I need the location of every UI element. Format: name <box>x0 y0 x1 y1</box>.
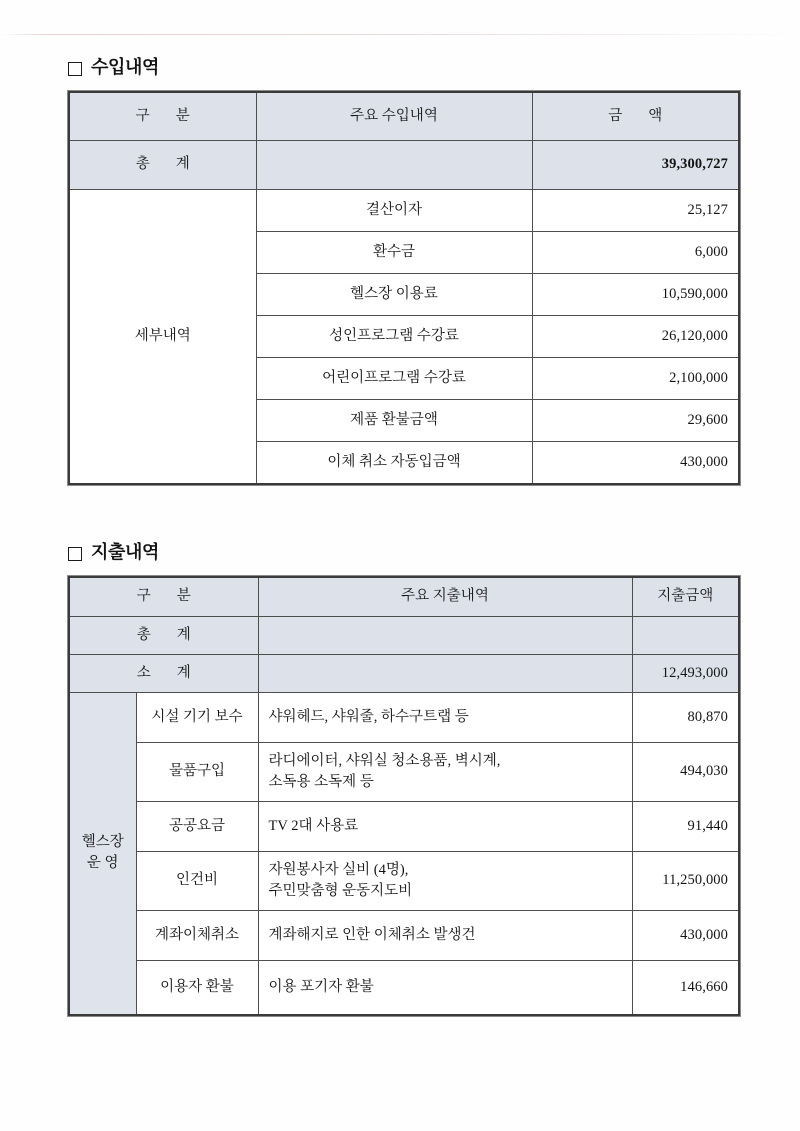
expense-total-label-b: 계 <box>176 626 191 643</box>
expense-group-label-line1: 헬스장 <box>81 834 124 851</box>
expense-row-detail-line1: 이용 포기자 환불 <box>268 978 374 995</box>
income-row-detail: 환수금 <box>256 231 532 273</box>
income-row-amount: 2,100,000 <box>532 357 739 399</box>
expense-group-label <box>69 692 136 1015</box>
expense-total-label <box>69 616 258 654</box>
expense-row-category: 시설 기기 보수 <box>136 692 258 742</box>
income-row-detail: 성인프로그램 수강료 <box>256 315 532 357</box>
income-row-amount: 6,000 <box>532 231 739 273</box>
expense-row-detail <box>258 692 632 742</box>
expense-col-detail-header: 주요 지출내역 <box>258 577 632 617</box>
income-col-division-header <box>69 92 256 141</box>
expense-subtotal-amount: 12,493,000 <box>632 654 739 692</box>
expense-row-detail-line1: 샤워헤드, 샤워줄, 하수구트랩 등 <box>268 708 469 725</box>
expense-detail-row <box>69 910 739 960</box>
income-row-amount: 25,127 <box>532 189 739 231</box>
expense-header-row <box>69 577 739 617</box>
income-group-label: 세부내역 <box>69 189 256 484</box>
expense-section-heading <box>68 543 738 563</box>
expense-subtotal-label <box>69 654 258 692</box>
income-header-row <box>69 92 739 141</box>
square-outline-bullet-icon <box>68 62 82 76</box>
income-division-header-a: 구 <box>135 107 150 124</box>
income-amount-header-b: 액 <box>648 107 663 124</box>
expense-row-amount: 11,250,000 <box>632 851 739 910</box>
expense-subtotal-detail <box>258 654 632 692</box>
income-table <box>68 91 740 485</box>
expense-row-category: 인건비 <box>136 851 258 910</box>
expense-row-amount: 80,870 <box>632 692 739 742</box>
expense-row-detail-line1: 계좌해지로 인한 이체취소 발생건 <box>268 926 476 943</box>
expense-row-detail-line1: 자원봉사자 실비 (4명), <box>268 861 409 878</box>
income-row-amount: 430,000 <box>532 441 739 484</box>
income-heading-text: 수입내역 <box>91 57 159 77</box>
expense-row-detail-line1: 라디에이터, 샤워실 청소용품, 벽시계, <box>268 752 501 769</box>
income-total-amount: 39,300,727 <box>532 140 739 189</box>
income-row-amount: 29,600 <box>532 399 739 441</box>
expense-row-detail <box>258 742 632 801</box>
income-division-header-b: 분 <box>175 107 190 124</box>
expense-row-category: 물품구입 <box>136 742 258 801</box>
expense-row-category: 이용자 환불 <box>136 960 258 1015</box>
expense-col-division-header <box>69 577 258 617</box>
income-row-amount: 26,120,000 <box>532 315 739 357</box>
income-section <box>68 58 738 485</box>
income-row-detail: 어린이프로그램 수강료 <box>256 357 532 399</box>
expense-row-detail-line2: 주민맞춤형 운동지도비 <box>268 882 413 899</box>
income-row-detail: 이체 취소 자동입금액 <box>256 441 532 484</box>
expense-detail-row <box>69 960 739 1015</box>
expense-heading-text: 지출내역 <box>91 542 159 562</box>
expense-row-detail <box>258 801 632 851</box>
income-total-row <box>69 140 739 189</box>
expense-row-detail <box>258 851 632 910</box>
expense-row-category: 공공요금 <box>136 801 258 851</box>
expense-row-amount: 430,000 <box>632 910 739 960</box>
expense-section <box>68 543 738 1016</box>
expense-row-detail-line2: 소독용 소독제 등 <box>268 773 374 790</box>
income-amount-header-a: 금 <box>608 107 623 124</box>
expense-row-amount: 146,660 <box>632 960 739 1015</box>
expense-row-detail-line1: TV 2대 사용료 <box>268 817 359 834</box>
expense-row-detail <box>258 960 632 1015</box>
expense-row-amount: 91,440 <box>632 801 739 851</box>
expense-subtotal-label-a: 소 <box>136 664 151 681</box>
income-section-heading <box>68 58 738 78</box>
expense-total-detail <box>258 616 632 654</box>
expense-group-label-line2-text: 운 영 <box>86 855 119 872</box>
income-total-label-b: 계 <box>175 156 190 173</box>
expense-detail-row <box>69 742 739 801</box>
expense-row-amount: 494,030 <box>632 742 739 801</box>
income-total-label <box>69 140 256 189</box>
expense-detail-row <box>69 851 739 910</box>
expense-division-header-b: 분 <box>176 588 191 605</box>
expense-division-header-a: 구 <box>136 588 151 605</box>
income-detail-row <box>69 189 739 231</box>
expense-total-label-a: 총 <box>136 626 151 643</box>
income-row-amount: 10,590,000 <box>532 273 739 315</box>
expense-subtotal-label-b: 계 <box>176 664 191 681</box>
expense-row-category: 계좌이체취소 <box>136 910 258 960</box>
square-outline-bullet-icon <box>68 547 82 561</box>
expense-table <box>68 576 740 1016</box>
expense-detail-row <box>69 801 739 851</box>
expense-detail-row <box>69 692 739 742</box>
income-col-amount-header <box>532 92 739 141</box>
income-row-detail: 제품 환불금액 <box>256 399 532 441</box>
expense-total-row <box>69 616 739 654</box>
expense-total-amount <box>632 616 739 654</box>
expense-col-amount-header: 지출금액 <box>632 577 739 617</box>
income-total-label-a: 총 <box>135 156 150 173</box>
income-total-detail <box>256 140 532 189</box>
expense-row-detail <box>258 910 632 960</box>
income-col-detail-header: 주요 수입내역 <box>256 92 532 141</box>
expense-subtotal-row <box>69 654 739 692</box>
scan-artifact-line <box>0 34 800 35</box>
income-row-detail: 헬스장 이용료 <box>256 273 532 315</box>
expense-group-label-line2 <box>80 853 126 874</box>
income-row-detail: 결산이자 <box>256 189 532 231</box>
